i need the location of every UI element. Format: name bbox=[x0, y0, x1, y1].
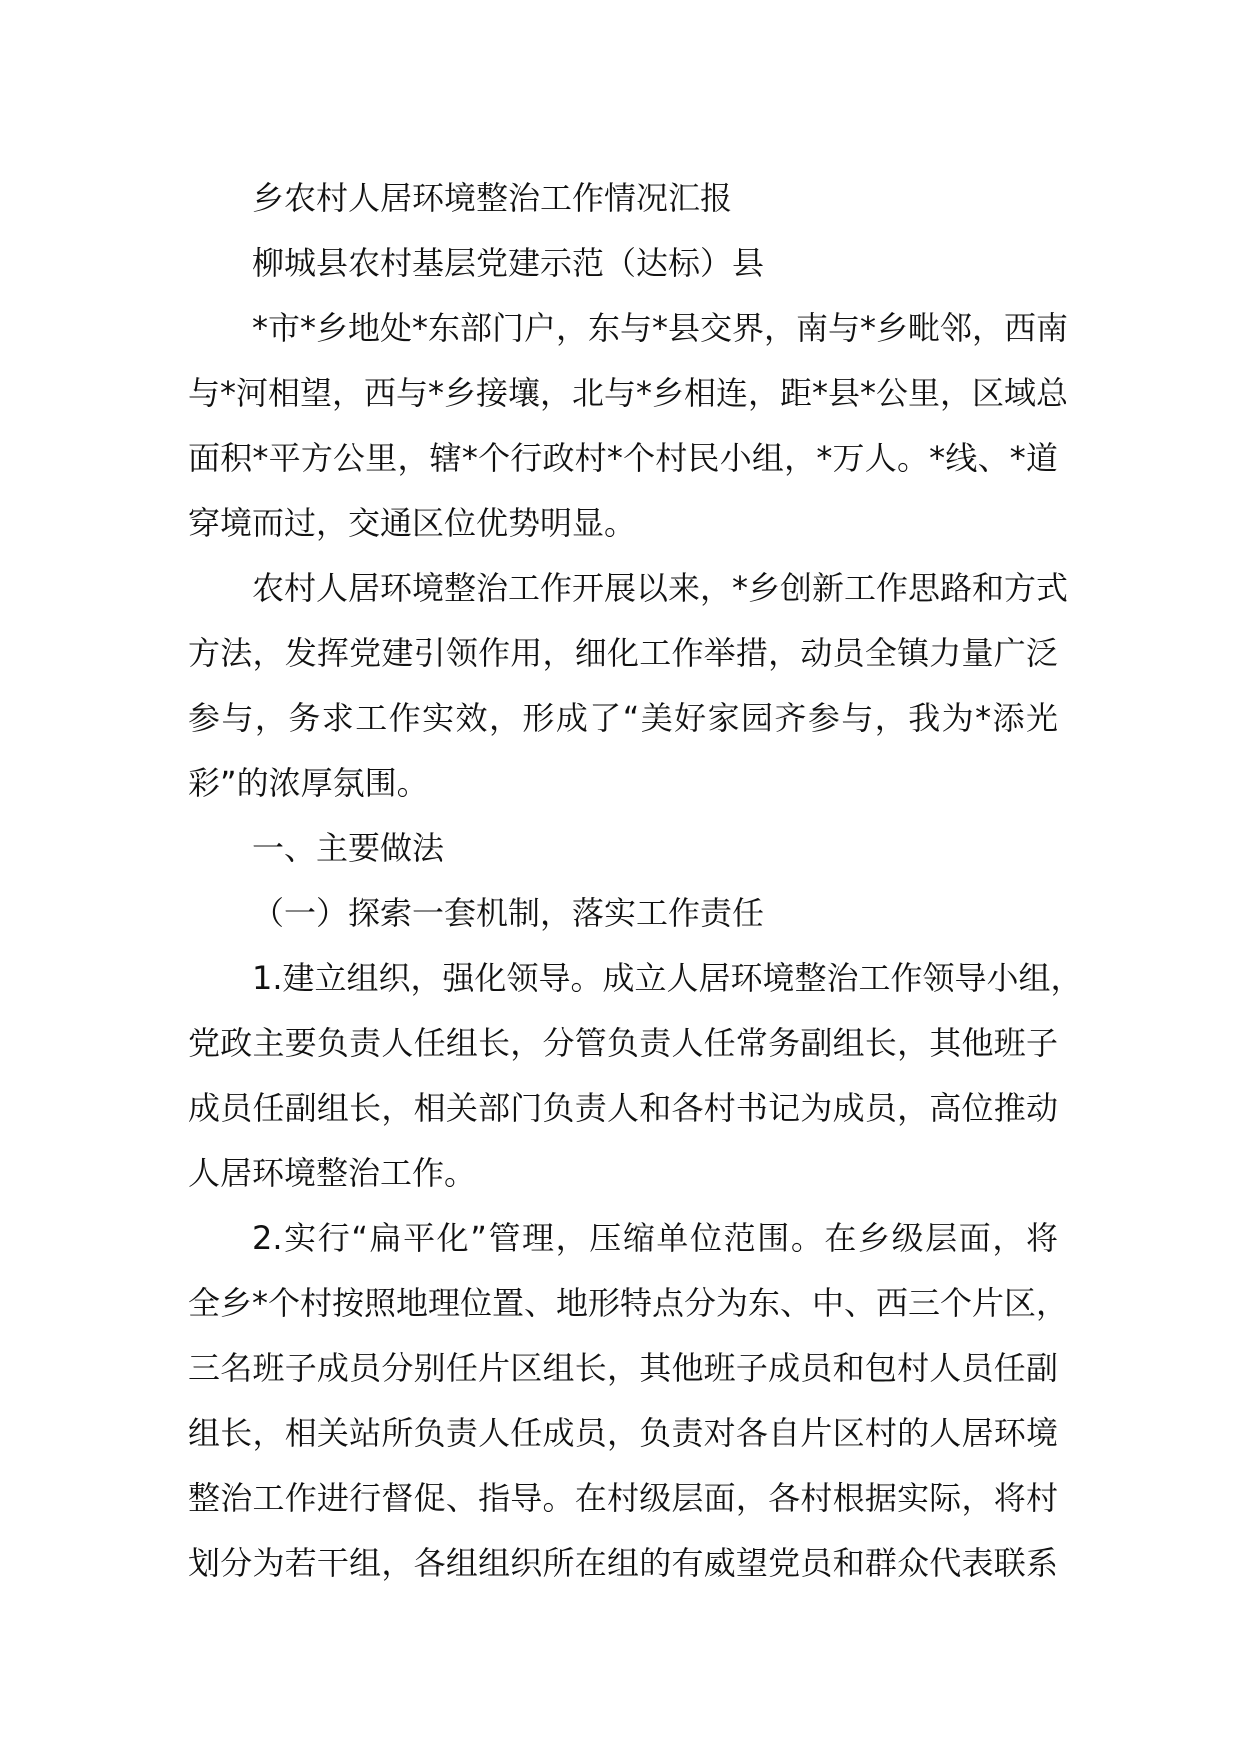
subsection-heading: （一）探索一套机制，落实工作责任 bbox=[252, 894, 765, 932]
document-subtitle: 柳城县农村基层党建示范（达标）县 bbox=[252, 244, 765, 282]
paragraph-line: 面积*平方公里，辖*个行政村*个村民小组，*万人。*线、*道 bbox=[188, 439, 1058, 477]
paragraph-line: 组长，相关站所负责人任成员，负责对各自片区村的人居环境 bbox=[188, 1414, 1058, 1452]
paragraph-line: 党政主要负责人任组长，分管负责人任常务副组长，其他班子 bbox=[188, 1024, 1058, 1062]
paragraph-line: 穿境而过，交通区位优势明显。 bbox=[188, 504, 637, 542]
section-heading: 一、主要做法 bbox=[252, 829, 445, 867]
paragraph-line: 1.建立组织，强化领导。成立人居环境整治工作领导小组， bbox=[252, 959, 1083, 997]
paragraph-line: 人居环境整治工作。 bbox=[188, 1154, 477, 1192]
paragraph-line: 方法，发挥党建引领作用，细化工作举措，动员全镇力量广泛 bbox=[188, 634, 1058, 672]
paragraph-line: 与*河相望，西与*乡接壤，北与*乡相连，距*县*公里，区域总 bbox=[188, 374, 1069, 412]
paragraph-line: 2.实行“扁平化”管理，压缩单位范围。在乡级层面，将 bbox=[252, 1219, 1058, 1257]
paragraph-line: 三名班子成员分别任片区组长，其他班子成员和包村人员任副 bbox=[188, 1349, 1058, 1387]
paragraph-line: 整治工作进行督促、指导。在村级层面，各村根据实际，将村 bbox=[188, 1479, 1058, 1517]
paragraph-line: 成员任副组长，相关部门负责人和各村书记为成员，高位推动 bbox=[188, 1089, 1058, 1127]
paragraph-line: 全乡*个村按照地理位置、地形特点分为东、中、西三个片区， bbox=[188, 1284, 1069, 1322]
paragraph-line: 彩”的浓厚氛围。 bbox=[188, 764, 429, 802]
paragraph-line: 农村人居环境整治工作开展以来，*乡创新工作思路和方式 bbox=[252, 569, 1069, 607]
paragraph-line: *市*乡地处*东部门户，东与*县交界，南与*乡毗邻，西南 bbox=[252, 309, 1069, 347]
paragraph-line: 参与，务求工作实效，形成了“美好家园齐参与，我为*添光 bbox=[188, 699, 1058, 737]
paragraph-line: 划分为若干组，各组组织所在组的有威望党员和群众代表联系 bbox=[188, 1544, 1058, 1582]
document-page bbox=[188, 166, 1083, 1596]
document-title: 乡农村人居环境整治工作情况汇报 bbox=[252, 179, 733, 217]
